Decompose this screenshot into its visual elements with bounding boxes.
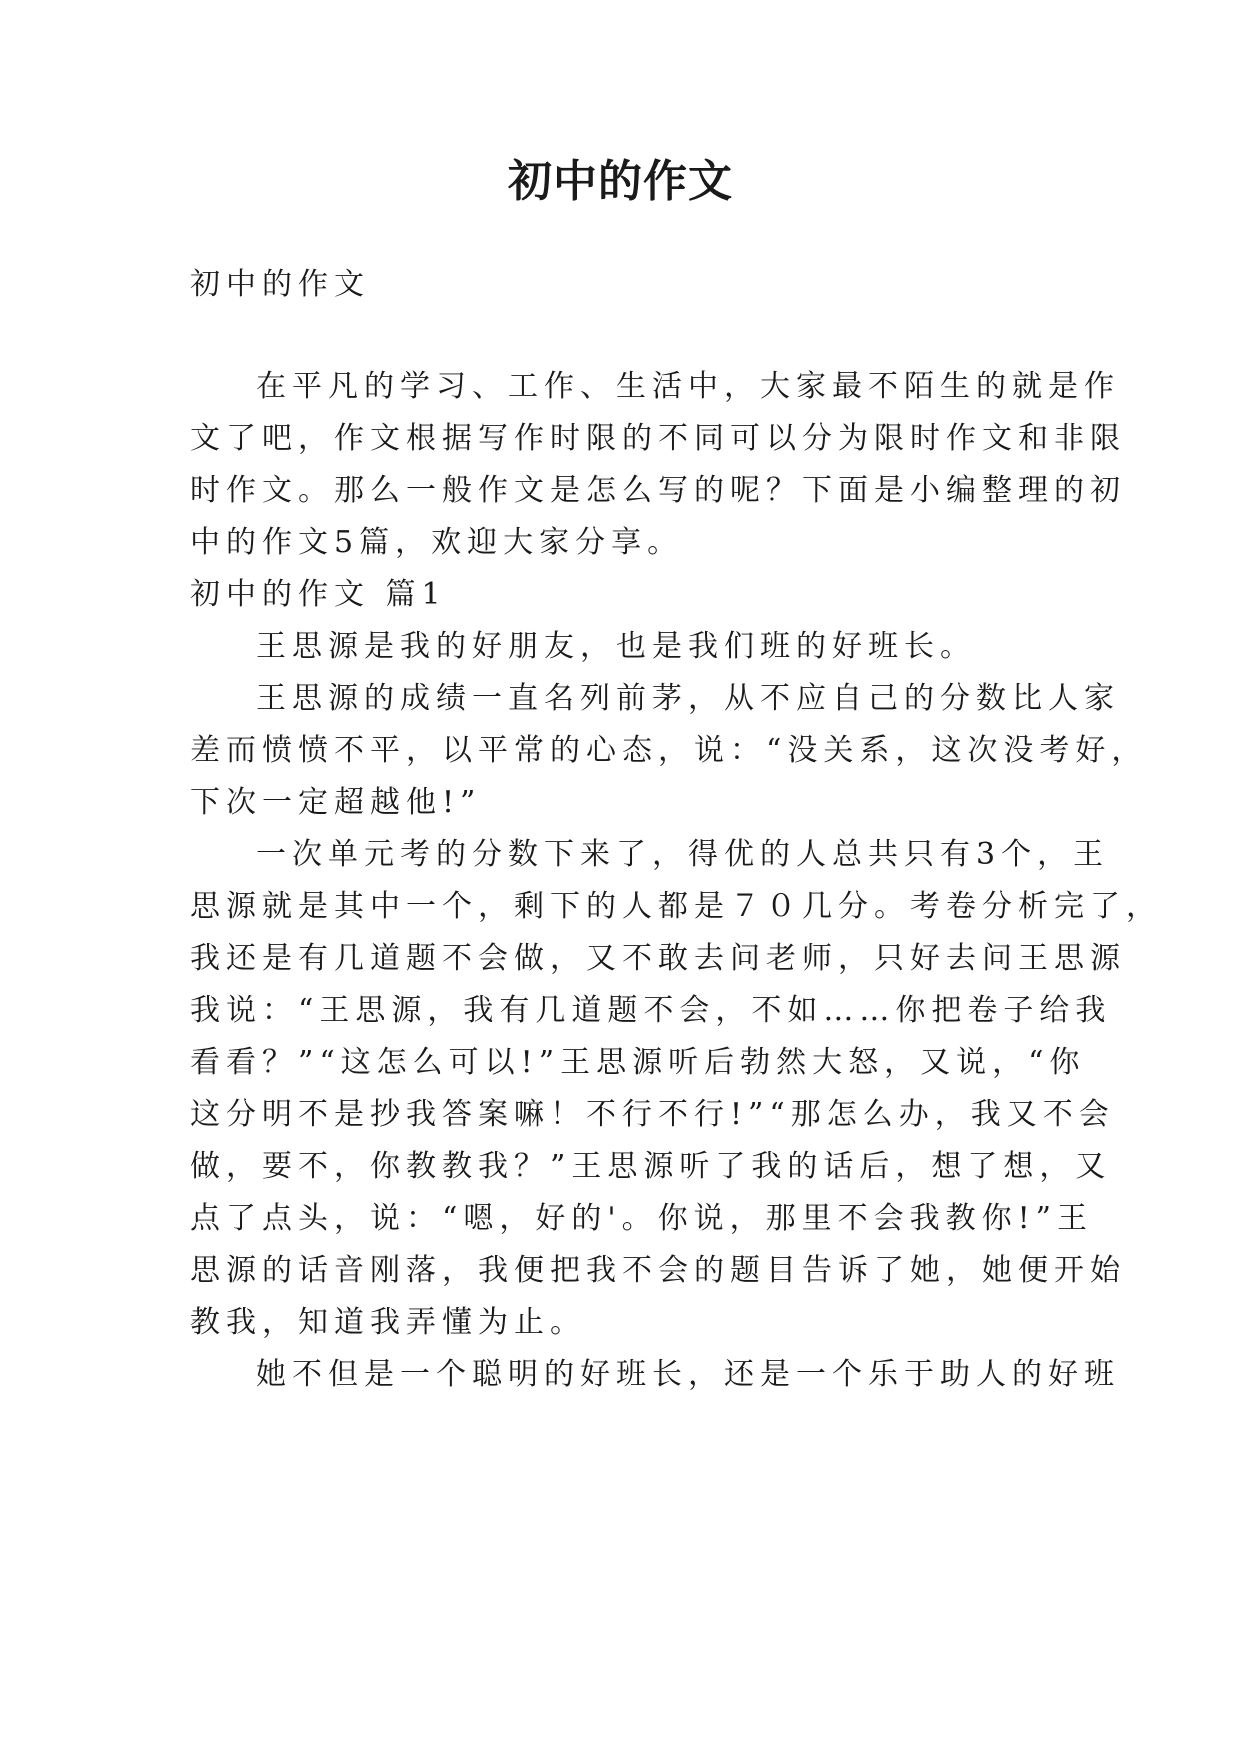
paragraph-line: 点了点头，说：“嗯，好的'。你说，那里不会我教你!”王 (190, 1201, 1093, 1236)
paragraph-line: 做，要不，你教教我？”王思源听了我的话后，想了想，又 (190, 1149, 1112, 1184)
document-title: 初中的作文 (508, 156, 733, 207)
paragraph-line: 教我，知道我弄懂为止。 (190, 1305, 586, 1340)
paragraph-line: 我说：“王思源，我有几道题不会，不如……你把卷子给我 (190, 993, 1112, 1028)
paragraph-line: 一次单元考的分数下来了，得优的人总共只有3个，王 (256, 837, 1110, 872)
paragraph-line: 思源的话音刚落，我便把我不会的题目告诉了她，她便开始 (190, 1253, 1126, 1288)
paragraph-line: 时作文。那么一般作文是怎么写的呢？下面是小编整理的初 (190, 473, 1126, 508)
paragraph-line: 王思源的成绩一直名列前茅，从不应自己的分数比人家 (256, 681, 1120, 716)
paragraph-line: 差而愤愤不平，以平常的心态，说：“没关系，这次没考好， (190, 733, 1148, 768)
paragraph-line: 她不但是一个聪明的好班长，还是一个乐于助人的好班 (256, 1357, 1120, 1392)
document-subtitle: 初中的作文 (190, 267, 370, 302)
paragraph-line: 看看？”“这怎么可以!”王思源听后勃然大怒，又说，“你 (190, 1045, 1086, 1080)
paragraph-line: 中的作文5篇，欢迎大家分享。 (190, 525, 684, 560)
paragraph-line: 思源就是其中一个，剩下的人都是７０几分。考卷分析完了， (190, 889, 1162, 924)
paragraph-line: 下次一定超越他!” (190, 785, 482, 820)
paragraph-line: 这分明不是抄我答案嘛！不行不行!”“那怎么办，我又不会 (190, 1097, 1115, 1132)
section-heading: 初中的作文 篇1 (190, 577, 447, 612)
paragraph-line: 在平凡的学习、工作、生活中，大家最不陌生的就是作 (256, 369, 1120, 404)
paragraph-line: 王思源是我的好朋友，也是我们班的好班长。 (256, 629, 976, 664)
paragraph-line: 我还是有几道题不会做，又不敢去问老师，只好去问王思源 (190, 941, 1126, 976)
paragraph-line: 文了吧，作文根据写作时限的不同可以分为限时作文和非限 (190, 421, 1126, 456)
